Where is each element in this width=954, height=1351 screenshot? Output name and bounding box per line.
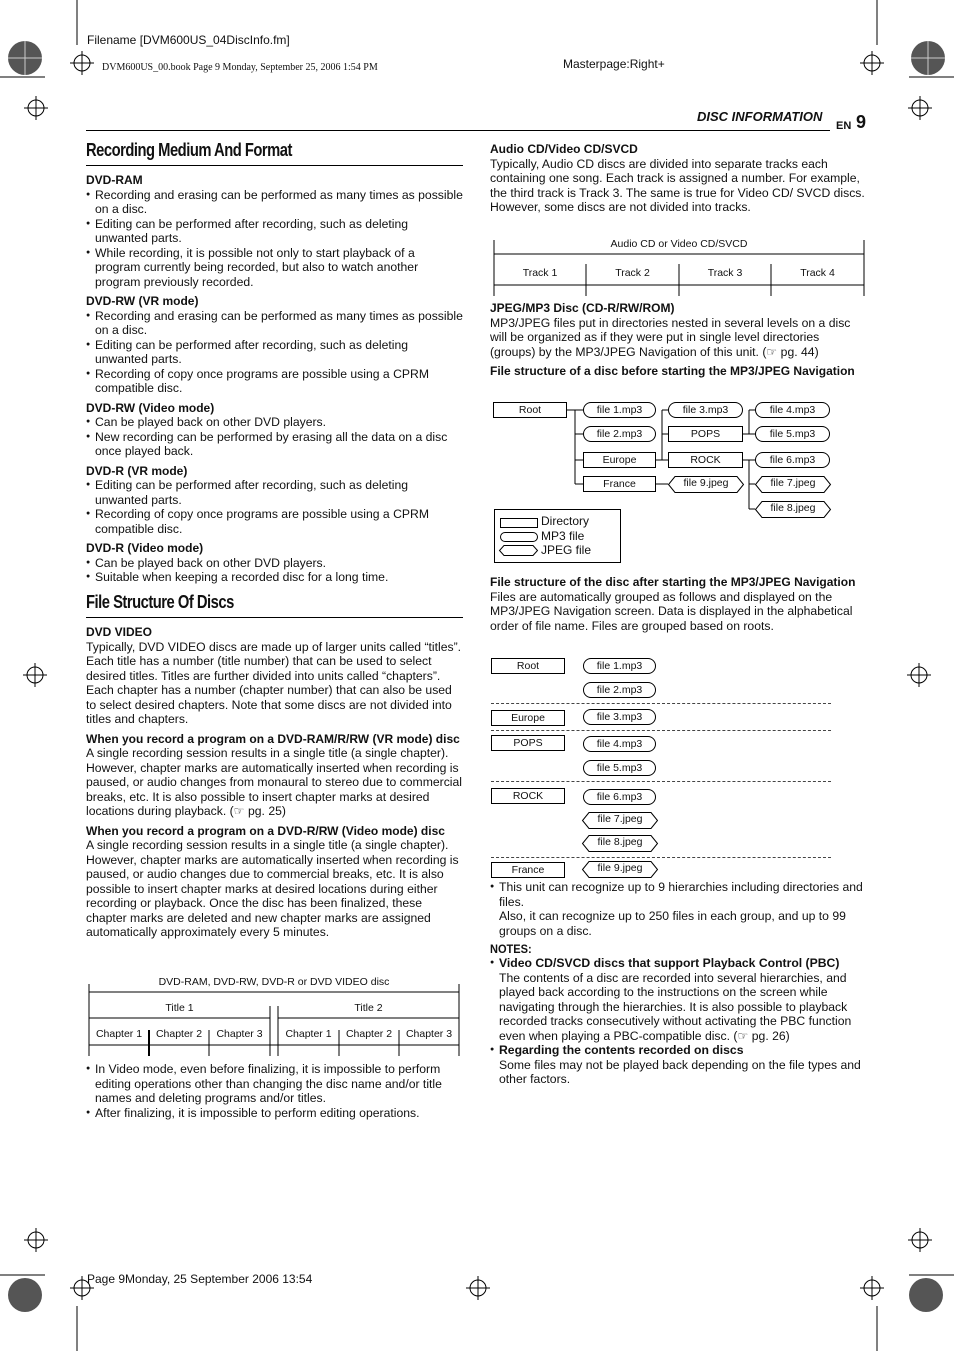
before-navigation-heading: File structure of a disc before starting the MP3/JPEG Navigation	[490, 364, 855, 378]
chapter-label: Chapter 3	[216, 1028, 263, 1040]
tree-node-file: file 4.mp3	[755, 402, 830, 418]
group-file: file 5.mp3	[583, 760, 656, 776]
directory-legend-icon	[500, 518, 538, 528]
finalize-bullet: ● In Video mode, even before finalizing, it is impossible to perform editing operations other than changing the disc name and/or title names and deleting programs and/or titles.	[86, 1062, 463, 1106]
legend-label: JPEG file	[541, 543, 592, 557]
note-pbc-paragraph: The contents of a disc are recorded into several hierarchies, and played back according to the instructions on the screen while navigating through the hierarchies. It is also possible to playback recorded tracks consecutively without activating the PBC function even when playing a PBC-compatible disc. (☞ pg. 26)	[499, 970, 852, 1043]
jpeg-mp3-heading: JPEG/MP3 Disc (CD-R/RW/ROM)	[490, 301, 675, 315]
section-title-file-structure: File Structure Of Discs	[86, 592, 234, 612]
dvdr-video-bullet: ● Can be played back on other DVD players.	[86, 556, 463, 571]
group-file: file 7.jpeg	[597, 813, 643, 825]
dvdram-bullet: ● Editing can be performed after recording, such as deleting unwanted parts.	[86, 217, 463, 246]
group-directory: Europe	[491, 710, 565, 726]
track-label: Track 1	[522, 267, 558, 279]
group-file: file 2.mp3	[583, 682, 656, 698]
tree-node-file: file 7.jpeg	[770, 477, 816, 489]
chapter-label: Chapter 1	[95, 1028, 143, 1040]
tree-node-directory: ROCK	[668, 452, 743, 468]
section-tag: DISC INFORMATION	[697, 109, 823, 124]
mp3-legend-icon	[500, 532, 538, 542]
group-separator	[491, 781, 831, 782]
tree-node-file: file 5.mp3	[755, 426, 830, 442]
dvd-video-paragraph: Typically, DVD VIDEO discs are made up of larger units called “titles”. Each title has a number (title number) that can be used to select desired titles. Titles are further divided into units called “chapters”. Each chapter has a number (chapter number) that can also be used to select desired chapters. Note that some discs are not divided into titles and chapters.	[86, 639, 462, 726]
group-file: file 6.mp3	[583, 789, 656, 805]
group-directory: POPS	[491, 735, 565, 751]
group-directory: Root	[491, 658, 565, 674]
filename-stamp: Filename [DVM600US_04DiscInfo.fm]	[87, 33, 290, 47]
tree-node-directory: France	[583, 476, 656, 492]
vr-mode-paragraph: A single recording session results in a single title (a single chapter). However, chapter marks are automatically inserted when recording is paused, or audio changes from monaural to stereo due to commercial breaks, etc. It is also possible to insert chapter marks at desired locations during playback. (☞ pg. 25)	[86, 746, 462, 818]
dvdr-vr-heading: DVD-R (VR mode)	[86, 463, 188, 478]
lang-tag: EN	[836, 120, 852, 132]
note-contents-heading: ● Regarding the contents recorded on discs	[490, 1043, 866, 1058]
tree-node-file: file 6.mp3	[755, 452, 830, 468]
audio-cd-paragraph: Typically, Audio CD discs are divided into separate tracks each containing one song. Each track is assigned a number. For example, the third track is Track 3. The same is true for Video CD/ SVCD discs.	[490, 156, 865, 200]
track-label: Track 2	[615, 267, 650, 279]
tree-node-file: file 3.mp3	[668, 402, 743, 418]
chapter-label: Chapter 1	[285, 1028, 332, 1040]
audio-cd-paragraph-2: However, some discs are not divided into tracks.	[490, 200, 751, 214]
title-label: Title 1	[165, 1002, 194, 1014]
note-pbc-heading: ● Video CD/SVCD discs that support Playback Control (PBC)	[490, 956, 866, 971]
dvdram-bullet: ● Recording and erasing can be performed as many times as possible on a disc.	[86, 188, 463, 217]
tree-node-directory: POPS	[668, 426, 743, 442]
video-mode-paragraph: A single recording session results in a single title (a single chapter). However, chapter marks are automatically inserted when recording is paused, or audio changes due to commercial breaks, etc. It is also possible to insert chapter marks at desired locations during either recording or playback. Once the disc has been finalized, these chapter marks are deleted and new chapter marks are assigned automatically approximately every 5 minutes.	[86, 838, 459, 939]
group-file: file 1.mp3	[583, 658, 656, 674]
dvdrw-vr-bullet: ● Recording of copy once programs are possible using a CPRM compatible disc.	[86, 367, 463, 396]
group-separator	[491, 857, 831, 858]
dvdram-bullet: ● While recording, it is possible not only to start playback of a program currently being recorded, but also to watch another program previously recorded.	[86, 246, 463, 290]
group-directory: ROCK	[491, 788, 565, 804]
vr-mode-heading: When you record a program on a DVD-RAM/R/RW (VR mode) disc	[86, 731, 460, 746]
group-file: file 4.mp3	[583, 736, 656, 752]
hierarchy-bullet-continued: Also, it can recognize up to 250 files in each group, and up to 99 groups on a disc.	[499, 909, 846, 938]
hierarchy-notes	[490, 880, 866, 1087]
dvdr-vr-bullet: ● Editing can be performed after recording, such as deleting unwanted parts.	[86, 478, 463, 507]
tree-node-file: file 1.mp3	[583, 402, 656, 418]
dvdr-vr-bullet: ● Recording of copy once programs are possible using a CPRM compatible disc.	[86, 507, 463, 536]
chapter-label: Chapter 2	[345, 1028, 393, 1040]
after-navigation-text	[490, 575, 866, 633]
track-caption: Audio CD or Video CD/SVCD	[610, 238, 748, 250]
dvdr-video-bullet: ● Suitable when keeping a recorded disc for a long time.	[86, 570, 463, 585]
tree-node-file: file 2.mp3	[583, 426, 656, 442]
dvdrw-video-heading: DVD-RW (Video mode)	[86, 400, 215, 415]
finalize-bullet: ● After finalizing, it is impossible to perform editing operations.	[86, 1106, 463, 1121]
track-label: Track 4	[800, 267, 835, 279]
dvdrw-video-bullet: ● Can be played back on other DVD players.	[86, 415, 463, 430]
track-label: Track 3	[707, 267, 743, 279]
group-file: file 9.jpeg	[597, 862, 643, 874]
chapter-label: Chapter 3	[405, 1028, 453, 1040]
dvdram-heading: DVD-RAM	[86, 173, 143, 187]
jpeg-legend-icon	[499, 545, 539, 556]
group-directory: France	[491, 862, 565, 878]
title-label: Title 2	[354, 1002, 383, 1014]
group-file: file 3.mp3	[583, 709, 656, 725]
jpeg-mp3-paragraph: MP3/JPEG files put in directories nested in several levels on a disc will be organized as if they were put in single level directories (groups) by the MP3/JPEG Navigation of this unit. (☞ pg. 44)	[490, 315, 851, 359]
chapter-label: Chapter 2	[155, 1028, 203, 1040]
legend-label: MP3 file	[541, 529, 585, 543]
dvd-video-heading: DVD VIDEO	[86, 625, 153, 639]
dvdrw-vr-bullet: ● Editing can be performed after recording, such as deleting unwanted parts.	[86, 338, 463, 367]
dvd-diagram-caption: DVD-RAM, DVD-RW, DVD-R or DVD VIDEO disc	[158, 976, 390, 988]
after-navigation-heading: File structure of the disc after starting the MP3/JPEG Navigation	[490, 575, 856, 589]
masterpage-stamp: Masterpage:Right+	[563, 57, 665, 71]
page-number: 9	[856, 112, 867, 132]
dvdrw-video-bullet: ● New recording can be performed by erasing all the data on a disc once played back.	[86, 430, 463, 459]
video-mode-heading: When you record a program on a DVD-R/RW (Video mode) disc	[86, 823, 445, 838]
tree-node-root: Root	[493, 402, 567, 418]
tree-node-file: file 8.jpeg	[770, 502, 816, 514]
hierarchy-bullet: ● This unit can recognize up to 9 hierarchies including directories and files.	[490, 880, 866, 909]
section-title-recording: Recording Medium And Format	[86, 140, 292, 160]
group-separator	[491, 730, 831, 731]
dvdrw-vr-heading: DVD-RW (VR mode)	[86, 294, 199, 308]
dvdr-video-heading: DVD-R (Video mode)	[86, 541, 204, 555]
dvdrw-vr-bullet: ● Recording and erasing can be performed as many times as possible on a disc.	[86, 309, 463, 338]
note-contents-paragraph: Some files may not be played back depending on the file types and other factors.	[499, 1057, 861, 1086]
group-separator	[491, 703, 831, 704]
after-navigation-paragraph: Files are automatically grouped as follows and displayed on the MP3/JPEG Navigation screen. Data is displayed in the alphabetical order of file name. Files are grouped based on roots.	[490, 589, 853, 633]
notes-heading: NOTES:	[490, 942, 532, 956]
footer-stamp: Page 9Monday, 25 September 2006 13:54	[87, 1272, 313, 1286]
tree-node-directory: Europe	[583, 452, 656, 468]
legend-label: Directory	[541, 514, 590, 528]
audio-cd-heading: Audio CD/Video CD/SVCD	[490, 142, 638, 156]
tree-node-file: file 9.jpeg	[683, 477, 729, 489]
group-file: file 8.jpeg	[597, 836, 643, 848]
book-stamp: DVM600US_00.book Page 9 Monday, September 25, 2006 1:54 PM	[102, 62, 378, 73]
